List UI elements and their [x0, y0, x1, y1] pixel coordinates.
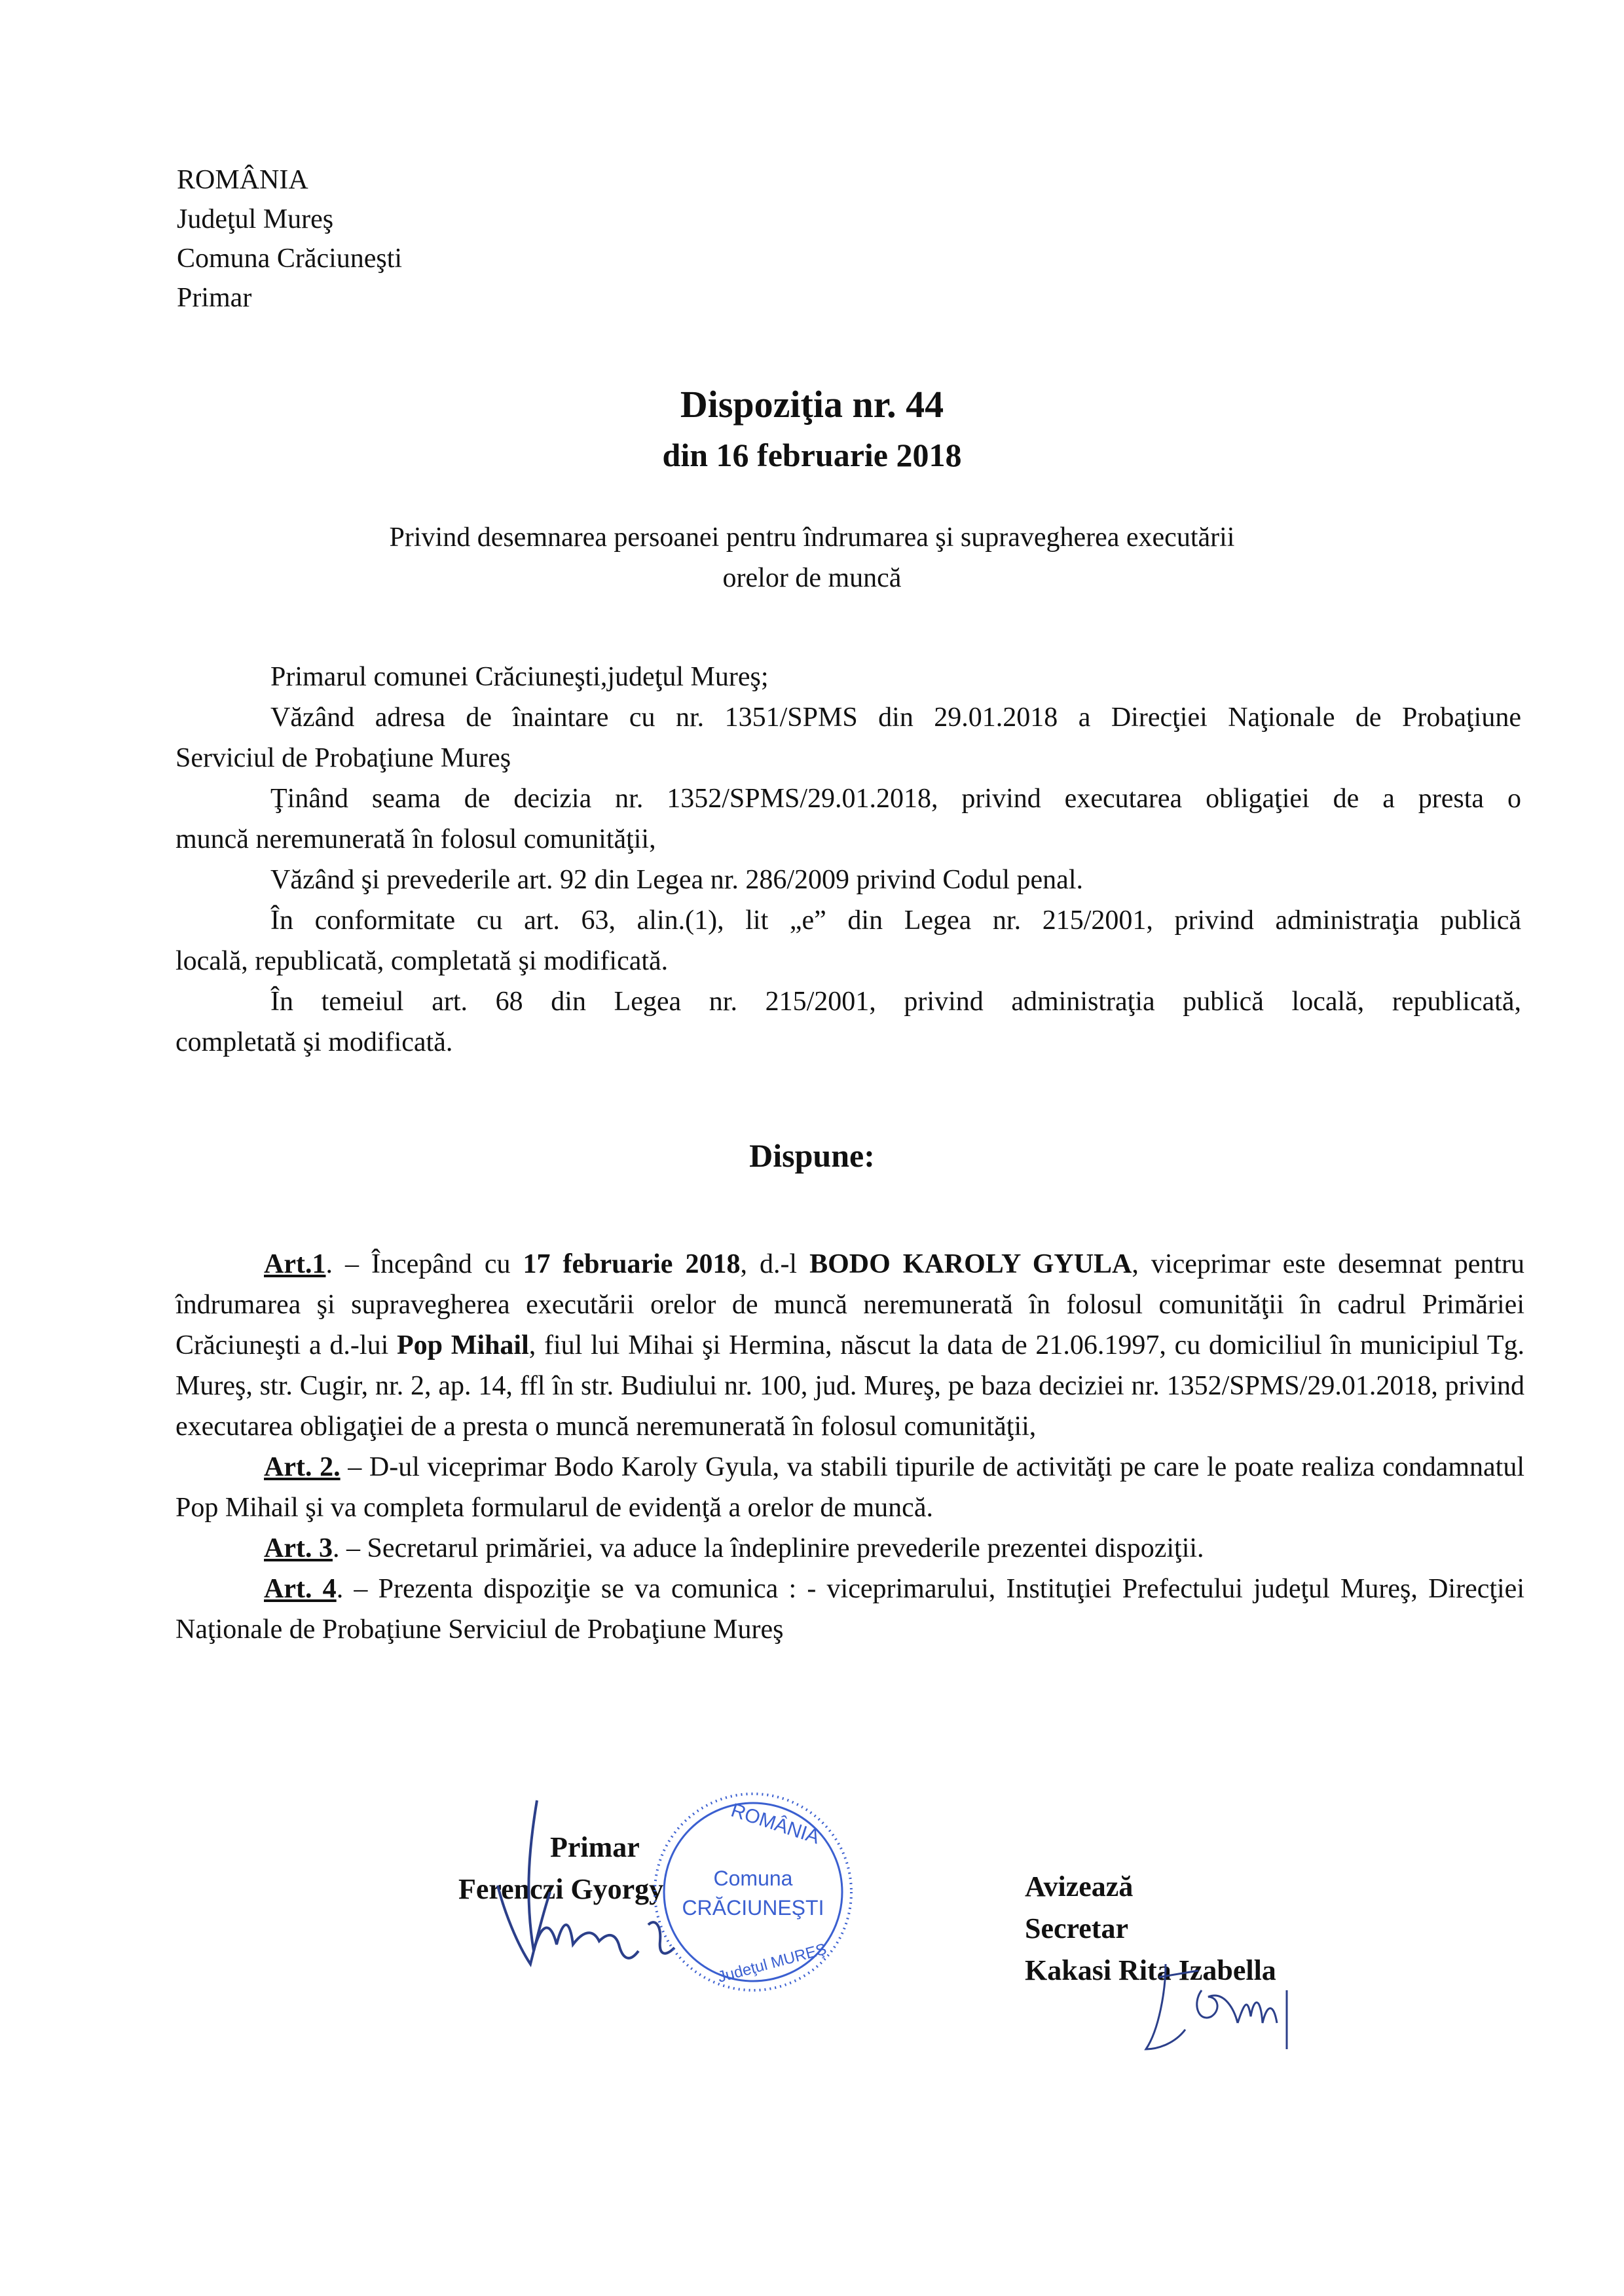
- article-3-label: Art. 3: [264, 1533, 333, 1563]
- document-title: Dispoziţia nr. 44: [680, 383, 944, 426]
- article-4: Art. 4. – Prezenta dispoziţie se va comunica : - viceprimarului, Instituţiei Prefectului judeţul Mureş, Direcţiei Naţionale de Probaţiune Serviciul de Probaţiune Mureş: [175, 1574, 1524, 1645]
- header-country: ROMÂNIA: [177, 165, 308, 195]
- preamble: [175, 657, 1521, 1063]
- dispune-heading: Dispune:: [749, 1137, 875, 1174]
- convict-name: Pop Mihail: [397, 1330, 529, 1360]
- stamp-middle-1: Comuna: [713, 1867, 793, 1890]
- preamble-line: muncă neremunerată în folosul comunităţii,: [175, 824, 656, 854]
- preamble-line: locală, republicată, completată şi modificată.: [175, 946, 669, 976]
- header-office: Primar: [177, 283, 252, 313]
- secretary-title: Secretar: [1025, 1912, 1128, 1944]
- issuer-header: [177, 160, 402, 318]
- preamble-line: completată şi modificată.: [175, 1027, 453, 1057]
- article-2: Art. 2. – D-ul viceprimar Bodo Karoly Gyula, va stabili tipurile de activităţi pe care le poate realiza condamnatul Pop Mihail şi va completa formularul de evidenţă a orelor de muncă.: [175, 1452, 1524, 1523]
- article-2-label: Art. 2.: [264, 1452, 341, 1482]
- article-3: Art. 3. – Secretarul primăriei, va aduce la îndeplinire prevederile prezentei dispoziţii.: [264, 1533, 1204, 1563]
- official-stamp: [648, 1787, 858, 1997]
- preamble-line: Ţinând seama de decizia nr. 1352/SPMS/29.01.2018, privind executarea obligaţiei de a presta o: [270, 784, 1521, 814]
- preamble-line: Văzând adresa de înaintare cu nr. 1351/SPMS din 29.01.2018 a Direcţiei Naţionale de Probaţiune: [270, 702, 1521, 733]
- header-commune: Comuna Crăciuneşti: [177, 244, 403, 274]
- stamp-middle-2: CRĂCIUNEŞTI: [682, 1896, 824, 1920]
- start-date: 17 februarie 2018: [523, 1249, 741, 1279]
- articles: [175, 1244, 1524, 1650]
- preamble-line: În conformitate cu art. 63, alin.(1), lit „e” din Legea nr. 215/2001, privind administraţia publică: [270, 905, 1521, 936]
- preamble-line: Primarul comunei Crăciuneşti,judeţul Mureş;: [270, 662, 769, 692]
- mayor-name: Ferenczi Gyorgy: [458, 1873, 664, 1905]
- stamp-bottom: Judeţul MUREŞ: [716, 1940, 829, 1986]
- mayor-title: Primar: [550, 1831, 640, 1863]
- preamble-line: Serviciul de Probaţiune Mureş: [175, 743, 511, 773]
- subject-line-2: orelor de muncă: [722, 563, 902, 593]
- approval-label: Avizează: [1025, 1870, 1134, 1903]
- secretary-name: Kakasi Rita Izabella: [1025, 1954, 1276, 1986]
- article-1: Art.1. – Începând cu 17 februarie 2018, d.-l BODO KAROLY GYULA, viceprimar este desemnat pentru îndrumarea şi supravegherea executării orelor de muncă neremunerată în folosul comunităţii în cadrul Primăriei Crăciuneşti a d.-lui Pop Mihail, fiul lui Mihai şi Hermina, născut la data de 21.06.1997, cu domiciliul în municipiul Tg. Mureş, str. Cugir, nr. 2, ap. 14, ffl în str. Budiului nr. 100, jud. Mureş, pe baza deciziei nr. 1352/SPMS/29.01.2018, privind executarea obligaţiei de a presta o muncă neremunerată în folosul comunităţii,: [175, 1249, 1524, 1442]
- subject-line-1: Privind desemnarea persoanei pentru îndrumarea şi supravegherea executării: [389, 522, 1235, 553]
- supervisor-name: BODO KAROLY GYULA: [809, 1249, 1132, 1279]
- preamble-line: Văzând şi prevederile art. 92 din Legea nr. 286/2009 privind Codul penal.: [270, 865, 1083, 895]
- article-4-label: Art. 4: [264, 1574, 337, 1604]
- stamp-top: ROMÂNIA: [728, 1799, 822, 1849]
- secretary-handwritten-signature: [1139, 1951, 1323, 2062]
- preamble-line: În temeiul art. 68 din Legea nr. 215/2001, privind administraţia publică locală, republicată,: [270, 987, 1521, 1017]
- header-county: Judeţul Mureş: [177, 204, 334, 234]
- document-date: din 16 februarie 2018: [662, 437, 962, 473]
- article-1-label: Art.1: [264, 1249, 326, 1279]
